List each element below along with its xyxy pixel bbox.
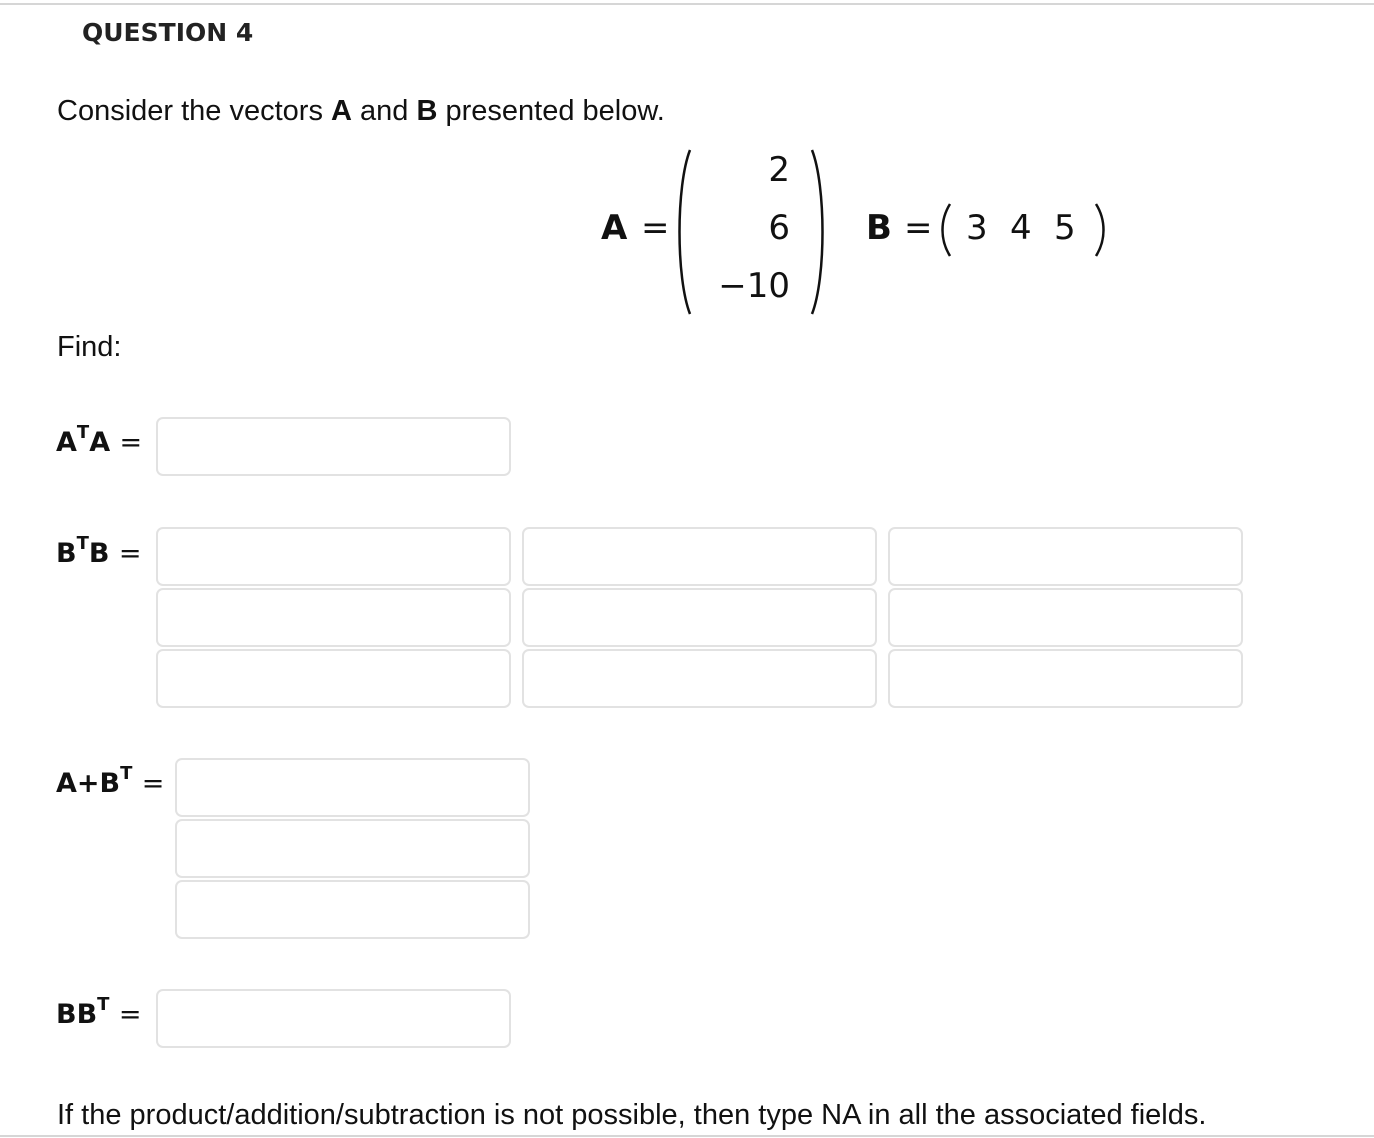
vector-b-entry: 3 <box>966 208 988 248</box>
vector-a-entry: −10 <box>718 266 790 306</box>
vector-b-equals: = <box>904 208 933 248</box>
vector-a-name: A <box>601 208 628 248</box>
btb-input-r2c1[interactable] <box>156 588 511 647</box>
bbt-input[interactable] <box>156 989 511 1048</box>
bbt-label: $BB^T$ = <box>56 994 142 1030</box>
note-text: If the product/addition/subtraction is not possible, then type NA in all the associated fields. <box>57 1099 1207 1131</box>
vector-b-name: B <box>866 208 892 248</box>
btb-input-r3c3[interactable] <box>888 649 1243 708</box>
btb-input-r1c1[interactable] <box>156 527 511 586</box>
a-plus-bt-label: $A+B^T$ = <box>56 763 165 799</box>
top-divider <box>0 3 1374 5</box>
vector-b-entry: 5 <box>1054 208 1076 248</box>
btb-input-r1c3[interactable] <box>888 527 1243 586</box>
vector-a-equals: = <box>641 208 670 248</box>
vector-b-entry: 4 <box>1010 208 1032 248</box>
btb-input-r2c2[interactable] <box>522 588 877 647</box>
question-title: QUESTION 4 <box>82 18 254 47</box>
btb-input-r3c2[interactable] <box>522 649 877 708</box>
find-label: Find: <box>57 331 122 363</box>
btb-input-r2c3[interactable] <box>888 588 1243 647</box>
intro-text: Consider the vectors A and B presented below. <box>57 95 665 127</box>
bottom-divider <box>0 1135 1374 1137</box>
a-plus-bt-input-r2[interactable] <box>175 819 530 878</box>
ata-label: $A^TA$ = <box>56 422 143 458</box>
vector-a-entry: 6 <box>768 208 790 248</box>
a-plus-bt-input-r3[interactable] <box>175 880 530 939</box>
btb-input-r3c1[interactable] <box>156 649 511 708</box>
ata-input[interactable] <box>156 417 511 476</box>
btb-label: $B^TB$ = <box>56 533 142 569</box>
vector-a-entry: 2 <box>768 150 790 190</box>
a-plus-bt-input-r1[interactable] <box>175 758 530 817</box>
btb-input-r1c2[interactable] <box>522 527 877 586</box>
